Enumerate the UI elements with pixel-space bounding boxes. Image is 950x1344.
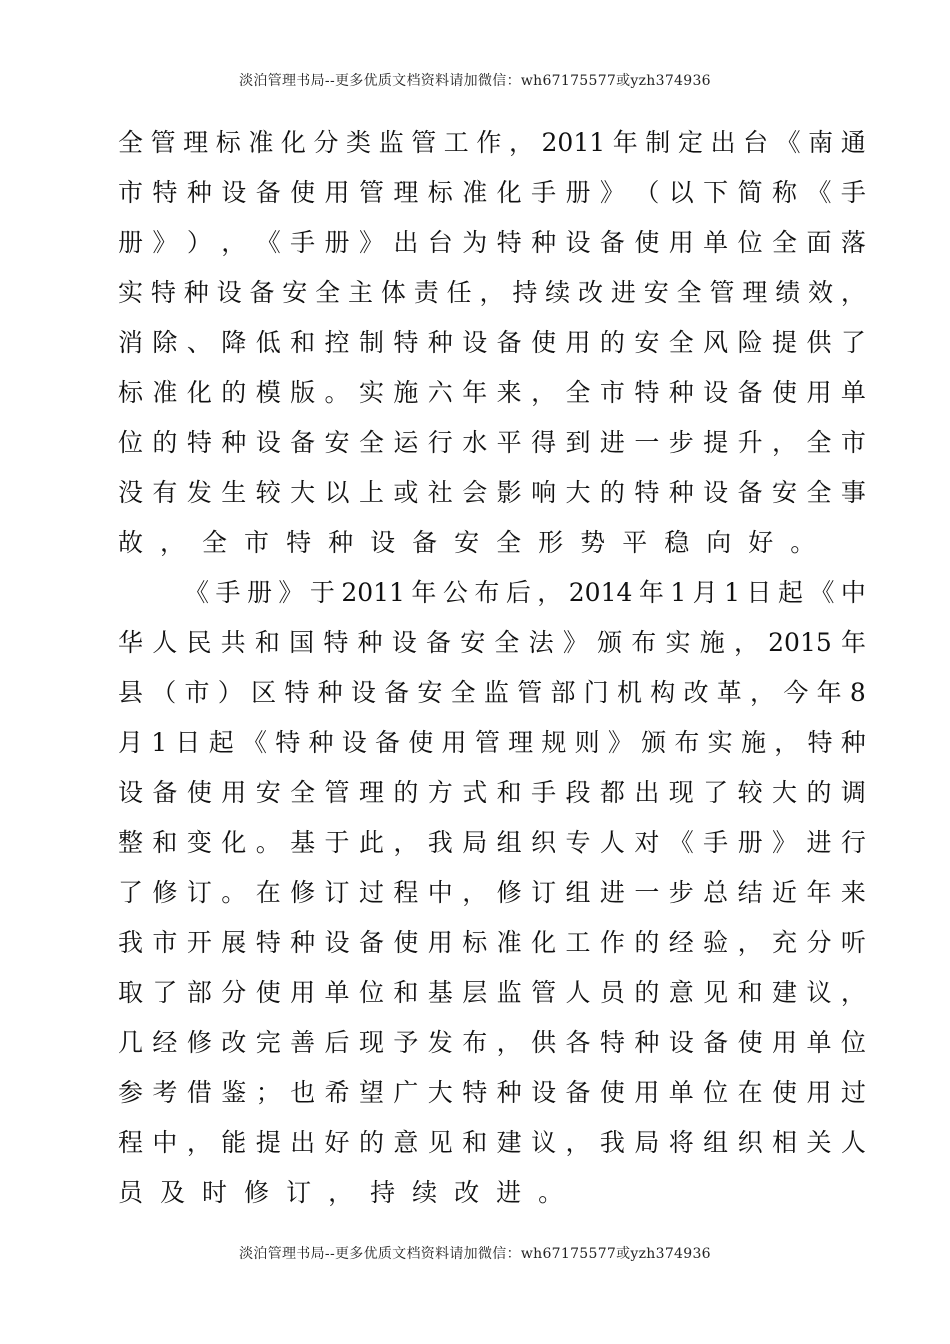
- text-line: 没 有 发 生 较 大 以 上 或 社 会 影 响 大 的 特 种 设 备 安 全 事: [118, 478, 866, 507]
- text-line: 参 考 借 鉴 ； 也 希 望 广 大 特 种 设 备 使 用 单 位 在 使 用 过: [118, 1078, 866, 1107]
- text-line: 实 特 种 设 备 安 全 主 体 责 任 ， 持 续 改 进 安 全 管 理 绩 效 ，: [118, 278, 866, 307]
- text-line: 全 管 理 标 准 化 分 类 监 管 工 作 ， 2011 年 制 定 出 台 《 南 通: [118, 128, 866, 157]
- footer-watermark-note: 淡泊管理书局--更多优质文档资料请加微信：wh67175577或yzh374936: [239, 1246, 711, 1262]
- text-line: 华 人 民 共 和 国 特 种 设 备 安 全 法 》 颁 布 实 施 ， 2015 年: [118, 628, 866, 657]
- text-line: 设 备 使 用 安 全 管 理 的 方 式 和 手 段 都 出 现 了 较 大 的 调: [118, 778, 866, 807]
- text-line: 几 经 修 改 完 善 后 现 予 发 布 ， 供 各 特 种 设 备 使 用 单 位: [118, 1028, 866, 1057]
- text-line: 位 的 特 种 设 备 安 全 运 行 水 平 得 到 进 一 步 提 升 ， 全 市: [118, 428, 866, 457]
- text-line: 程 中 ， 能 提 出 好 的 意 见 和 建 议 ， 我 局 将 组 织 相 关 人: [118, 1128, 866, 1157]
- text-line: 月 1 日 起 《 特 种 设 备 使 用 管 理 规 则 》 颁 布 实 施 ， 特 种: [118, 728, 866, 757]
- text-line: 县 （ 市 ） 区 特 种 设 备 安 全 监 管 部 门 机 构 改 革 ， 今 年 8: [118, 678, 866, 707]
- text-line: 消 除 、 降 低 和 控 制 特 种 设 备 使 用 的 安 全 风 险 提 供 了: [118, 328, 866, 357]
- text-line: 取 了 部 分 使 用 单 位 和 基 层 监 管 人 员 的 意 见 和 建 议 ，: [118, 978, 866, 1007]
- text-line: 册 》 ） ， 《 手 册 》 出 台 为 特 种 设 备 使 用 单 位 全 面 落: [118, 228, 866, 257]
- text-line: 市 特 种 设 备 使 用 管 理 标 准 化 手 册 》 （ 以 下 简 称 《 手: [118, 178, 866, 207]
- text-line: 《 手 册 》 于 2011 年 公 布 后 ， 2014 年 1 月 1 日 起 《 中: [184, 578, 866, 607]
- text-line: 员 及 时 修 订 ， 持 续 改 进 。: [118, 1178, 564, 1207]
- header-watermark-note: 淡泊管理书局--更多优质文档资料请加微信：wh67175577或yzh374936: [239, 73, 711, 89]
- document-body: [118, 118, 866, 1218]
- text-line: 标 准 化 的 模 版 。 实 施 六 年 来 ， 全 市 特 种 设 备 使 用 单: [118, 378, 866, 407]
- text-line: 了 修 订 。 在 修 订 过 程 中 ， 修 订 组 进 一 步 总 结 近 年 来: [118, 878, 866, 907]
- text-line: 整 和 变 化 。 基 于 此 ， 我 局 组 织 专 人 对 《 手 册 》 进 行: [118, 828, 866, 857]
- text-line: 我 市 开 展 特 种 设 备 使 用 标 准 化 工 作 的 经 验 ， 充 分 听: [118, 928, 866, 957]
- text-line: 故 ， 全 市 特 种 设 备 安 全 形 势 平 稳 向 好 。: [118, 528, 816, 557]
